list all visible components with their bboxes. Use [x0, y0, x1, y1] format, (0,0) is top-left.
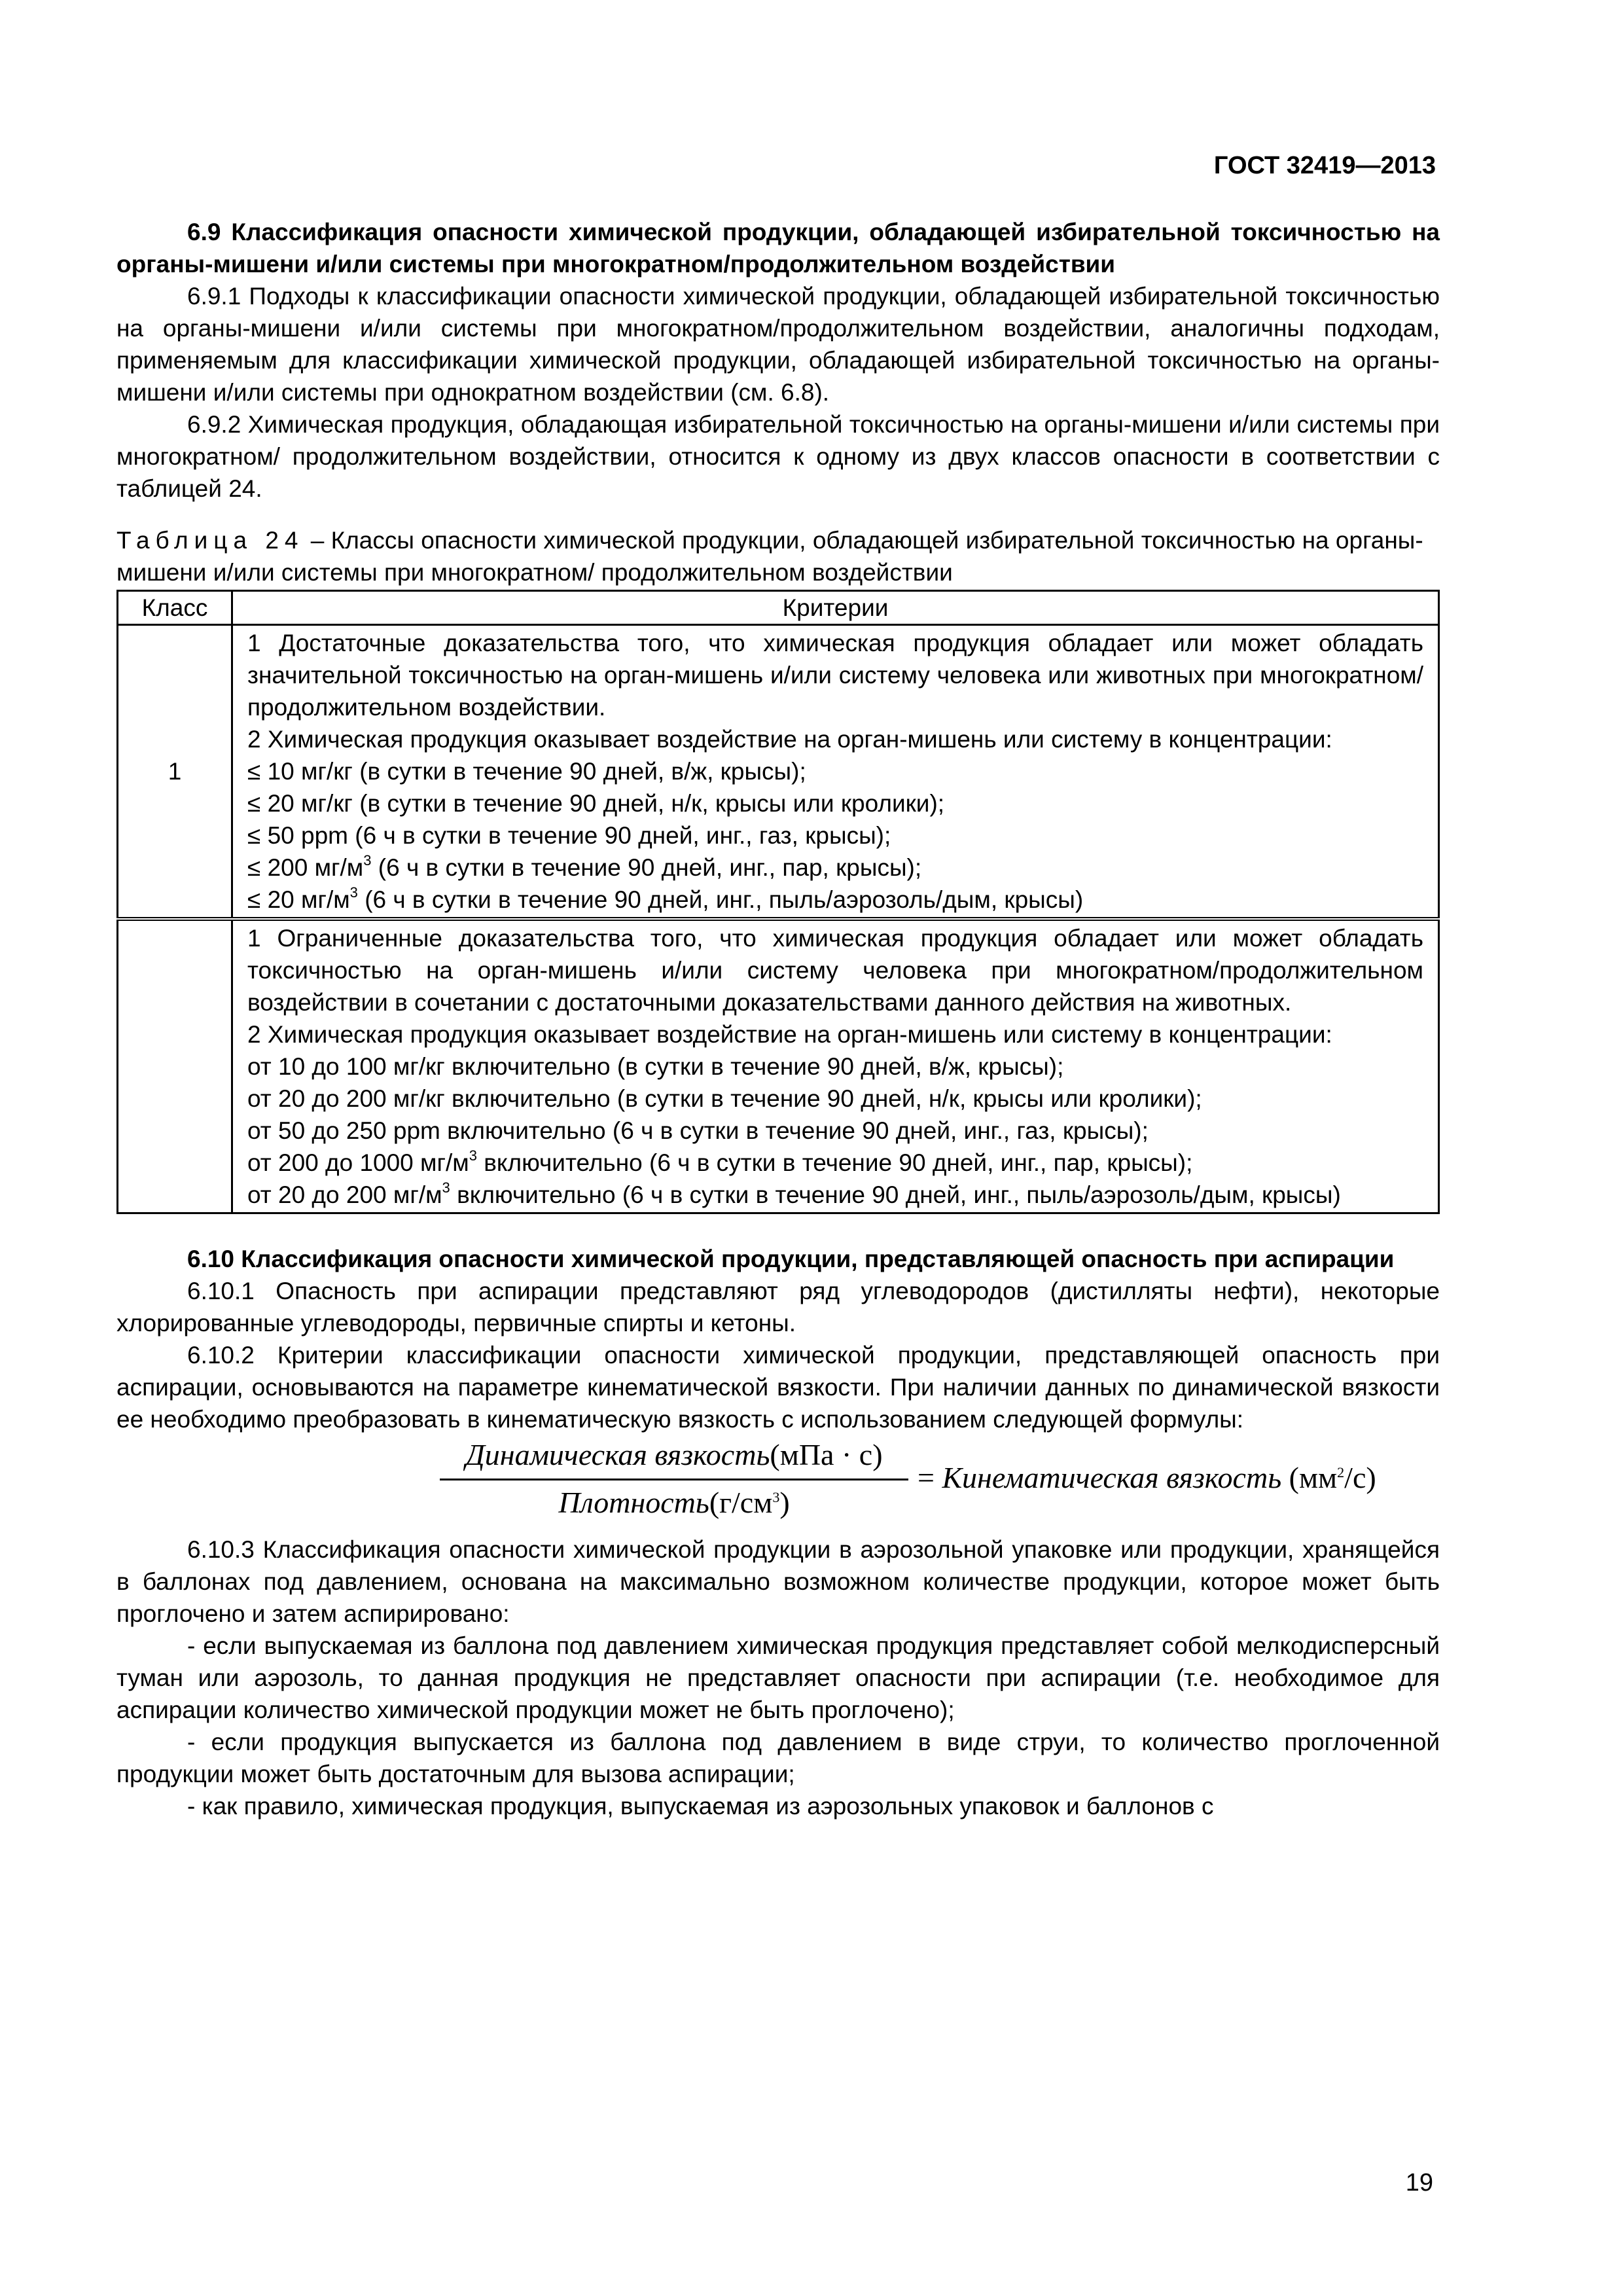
line-text: от 200 до 1000 мг/м	[247, 1149, 469, 1176]
criteria-item: 2 Химическая продукция оказывает воздействие на орган-мишень или систему в концентрации:	[247, 1021, 1332, 1048]
formula-fraction	[440, 1435, 908, 1522]
criteria-item: 1 Достаточные доказательства того, что химическая продукция обладает или может обладать значительной токсичностью на орган-мишень и/или систему человека или животных при многократном/продолжительном воздействии.	[247, 630, 1423, 721]
concentration-line: от 50 до 250 ppm включительно (6 ч в сутки в течение 90 дней, инг., газ, крысы);	[247, 1117, 1149, 1144]
page-content	[116, 216, 1440, 1822]
paragraph-6-9-1: 6.9.1 Подходы к классификации опасности химической продукции, обладающей избирательной токсичностью на органы-мишени и/или системы при многократном/продолжительном воздействии, аналогичны подходам, применяемым для классификации химической продукции, обладающей избирательной токсичностью на органы-мишени и/или системы при однократном воздействии (см. 6.8).	[116, 283, 1440, 406]
class-cell: 1	[118, 625, 232, 920]
section-6-10-title: 6.10 Классификация опасности химической продукции, представляющей опасность при аспирации	[187, 1246, 1395, 1272]
paragraph-6-10-3: 6.10.3 Классификация опасности химической продукции в аэрозольной упаковке или продукции, хранящейся в баллонах под давлением, основана на максимально возможном количестве продукции, которое может быть проглочено и затем аспирировано:	[116, 1536, 1440, 1627]
superscript: 3	[469, 1147, 477, 1164]
paragraph-6-10-1: 6.10.1 Опасность при аспирации представляют ряд углеводородов (дистилляты нефти), некоторые хлорированные углеводороды, первичные спирты и кетоны.	[116, 1278, 1440, 1336]
unit-text: /с)	[1344, 1461, 1376, 1494]
class-cell	[118, 919, 232, 1213]
concentration-line: от 10 до 100 мг/кг включительно (в сутки в течение 90 дней, в/ж, крысы);	[247, 1053, 1064, 1080]
criteria-item: 2 Химическая продукция оказывает воздействие на орган-мишень или систему в концентрации:	[247, 726, 1332, 753]
line-text: (6 ч в сутки в течение 90 дней, инг., пар, крысы);	[371, 854, 922, 881]
section-6-9-title: 6.9 Классификация опасности химической продукции, обладающей избирательной токсичностью на органы-мишени и/или системы при многократном/продолжительном воздействии	[116, 219, 1440, 278]
result-unit	[1289, 1461, 1376, 1494]
superscript: 3	[349, 884, 358, 901]
superscript: 3	[363, 852, 372, 869]
viscosity-formula	[317, 1435, 1440, 1534]
paragraph-6-10-2: 6.10.2 Критерии классификации опасности химической продукции, представляющей опасность при аспирации, основываются на параметре кинематической вязкости. При наличии данных по динамической вязкости ее необходимо преобразовать в кинематическую вязкость с использованием следующей формулы:	[116, 1342, 1440, 1433]
table-24-caption	[116, 524, 1440, 588]
bullet-item: - если выпускаемая из баллона под давлением химическая продукция представляет собой мелкодисперсный туман или аэрозоль, то данная продукция не представляет опасности при аспирации (т.е. необходимое для аспирации количество химической продукции может не быть проглочено);	[116, 1632, 1440, 1723]
formula-numerator	[440, 1435, 908, 1475]
document-header: ГОСТ 32419—2013	[1213, 152, 1436, 179]
numerator-text: Динамическая вязкость	[465, 1438, 770, 1471]
line-text: ≤ 200 мг/м	[247, 854, 364, 881]
denominator-unit	[709, 1486, 790, 1519]
line-text: (6 ч в сутки в течение 90 дней, инг., пыль/аэрозоль/дым, крысы)	[357, 886, 1084, 913]
table-24-label: Таблица 24	[116, 527, 304, 554]
table-row	[118, 625, 1439, 920]
line-text: включительно (6 ч в сутки в течение 90 дней, инг., пыль/аэрозоль/дым, крысы)	[450, 1181, 1341, 1208]
fraction-bar	[440, 1479, 908, 1480]
concentration-line	[247, 852, 1423, 884]
table-row	[118, 919, 1439, 1213]
concentration-line: ≤ 20 мг/кг (в сутки в течение 90 дней, н/к, крысы или кролики);	[247, 790, 945, 817]
superscript: 2	[1337, 1464, 1345, 1480]
equals-sign: =	[918, 1461, 935, 1494]
bullet-item: - если продукция выпускается из баллона под давлением в виде струи, то количество проглоченной продукции может быть достаточным для вызова аспирации;	[116, 1729, 1440, 1787]
table-24-caption-text: – Классы опасности химической продукции, обладающей избирательной токсичностью на органы-мишени и/или системы при многократном/ продолжительном воздействии	[116, 527, 1423, 586]
table-header-row	[118, 591, 1439, 625]
concentration-line: от 20 до 200 мг/кг включительно (в сутки в течение 90 дней, н/к, крысы или кролики);	[247, 1085, 1202, 1112]
criteria-item: 1 Ограниченные доказательства того, что химическая продукция обладает или может обладать токсичностью на орган-мишень и/или систему человека при многократном/продолжительном воздействии в сочетании с достаточными доказательствами данного действия на животных.	[247, 925, 1423, 1016]
denominator-text: Плотность	[558, 1486, 709, 1519]
concentration-line	[247, 1179, 1423, 1211]
superscript: 3	[772, 1489, 780, 1505]
header-criteria: Критерии	[232, 591, 1439, 625]
numerator-unit: (мПа · с)	[770, 1438, 883, 1471]
unit-text: (г/см	[709, 1486, 773, 1519]
paragraph-6-9-2: 6.9.2 Химическая продукция, обладающая избирательной токсичностью на органы-мишени и/или системы при многократном/ продолжительном воздействии, относится к одному из двух классов опасности в соответствии с таблицей 24.	[116, 411, 1440, 502]
formula-result	[918, 1462, 1376, 1494]
criteria-cell	[232, 625, 1439, 920]
concentration-line	[247, 1147, 1423, 1179]
superscript: 3	[442, 1179, 450, 1196]
line-text: включительно (6 ч в сутки в течение 90 дней, инг., пар, крысы);	[476, 1149, 1193, 1176]
concentration-line	[247, 884, 1423, 916]
formula-denominator	[440, 1483, 908, 1522]
header-class: Класс	[118, 591, 232, 625]
page-number: 19	[1405, 2169, 1433, 2197]
unit-text: (мм	[1289, 1461, 1338, 1494]
hazard-class-table	[116, 590, 1440, 1214]
unit-text: )	[779, 1486, 790, 1519]
criteria-cell	[232, 919, 1439, 1213]
bullet-item: - как правило, химическая продукция, выпускаемая из аэрозольных упаковок и баллонов с	[187, 1793, 1214, 1820]
concentration-line: ≤ 50 ppm (6 ч в сутки в течение 90 дней, инг., газ, крысы);	[247, 822, 891, 849]
result-text: Кинематическая вязкость	[942, 1461, 1282, 1494]
line-text: от 20 до 200 мг/м	[247, 1181, 442, 1208]
concentration-line: ≤ 10 мг/кг (в сутки в течение 90 дней, в/ж, крысы);	[247, 758, 806, 785]
line-text: ≤ 20 мг/м	[247, 886, 350, 913]
